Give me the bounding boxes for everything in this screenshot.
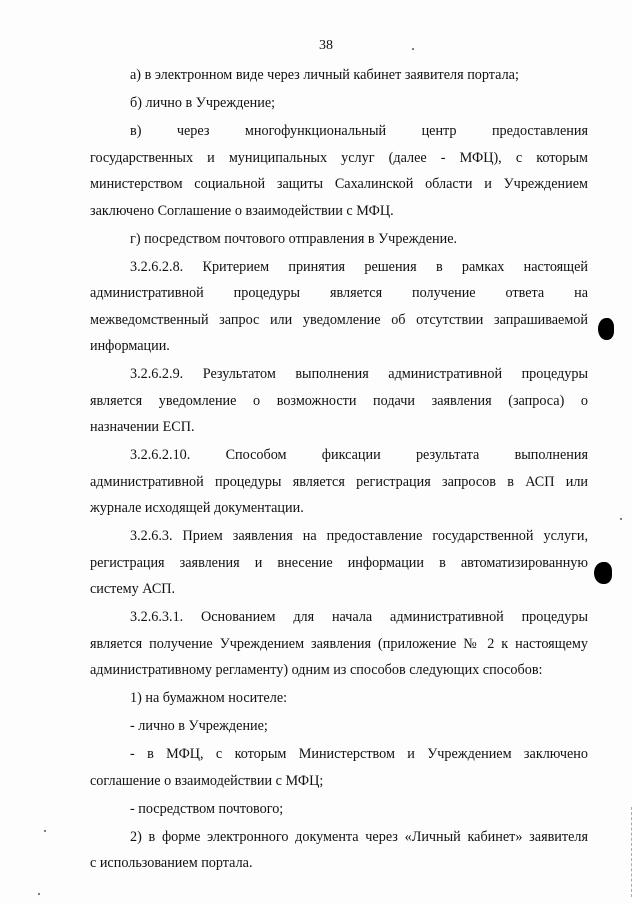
- scan-speck: [44, 830, 46, 832]
- paragraph-line: 3.2.6.3. Прием заявления на предоставление государственной услуги,: [130, 528, 588, 544]
- scan-speck: [38, 893, 40, 895]
- paragraph-by-mail: - посредством почтового;: [130, 800, 284, 817]
- paragraph-3-2-6-2-10: [90, 442, 588, 522]
- paragraph-3-2-6-2-8: [90, 254, 588, 360]
- paragraph-line: информации.: [90, 338, 170, 354]
- paragraph-line: регистрация заявления и внесение информации в автоматизированную: [90, 554, 588, 571]
- paragraph-line: административной процедуры является получение ответа на: [90, 285, 588, 301]
- document-body: [90, 62, 588, 877]
- paragraph-line: межведомственный запрос или уведомление об отсутствии запрашиваемой: [90, 311, 588, 328]
- paragraph-line: является уведомление о возможности подачи заявления (запроса) о: [90, 392, 588, 409]
- paragraph-line: 2) в форме электронного документа через «Личный кабинет» заявителя: [130, 828, 588, 845]
- punch-hole-mark: [594, 562, 612, 584]
- paragraph-line: 3.2.6.3.1. Основанием для начала административной процедуры: [130, 609, 588, 625]
- punch-hole-mark: [598, 318, 614, 340]
- paragraph-via-mfc: [90, 741, 588, 794]
- paragraph-line: в) через многофункциональный центр предоставления: [130, 123, 588, 139]
- scan-speck: [412, 48, 414, 50]
- paragraph-line: журнале исходящей документации.: [90, 500, 304, 516]
- paragraph-line: административному регламенту) одним из способов следующих способов:: [90, 662, 543, 678]
- paragraph-line: соглашение о взаимодействии с МФЦ;: [90, 772, 324, 789]
- paragraph-paper-medium: 1) на бумажном носителе:: [130, 690, 288, 706]
- paragraph-line: 3.2.6.2.9. Результатом выполнения административной процедуры: [130, 366, 588, 382]
- paragraph-line: 3.2.6.2.10. Способом фиксации результата выполнения: [130, 447, 588, 463]
- paragraph-g: г) посредством почтового отправления в Учреждение.: [130, 230, 458, 247]
- paragraph-line: систему АСП.: [90, 581, 176, 597]
- paragraph-b: б) лично в Учреждение;: [130, 95, 276, 111]
- paragraph-line: является получение Учреждением заявления (приложение № 2 к настоящему: [90, 635, 588, 652]
- paragraph-electronic: [90, 824, 588, 877]
- paragraph-v: [90, 118, 588, 224]
- page-number: 38: [319, 38, 333, 53]
- paragraph-a: а) в электронном виде через личный кабинет заявителя портала;: [130, 67, 519, 83]
- paragraph-3-2-6-2-9: [90, 361, 588, 441]
- paragraph-line: 3.2.6.2.8. Критерием принятия решения в рамках настоящей: [130, 258, 588, 275]
- paragraph-line: заключено Соглашение о взаимодействии с МФЦ.: [90, 202, 394, 219]
- paragraph-line: - в МФЦ, с которым Министерством и Учреждением заключено: [130, 746, 588, 762]
- paragraph-line: с использованием портала.: [90, 855, 253, 871]
- paragraph-in-person: - лично в Учреждение;: [130, 718, 268, 734]
- paragraph-3-2-6-3-1: [90, 604, 588, 684]
- paragraph-3-2-6-3: [90, 523, 588, 603]
- scan-speck: [620, 518, 622, 520]
- paragraph-line: министерством социальной защиты Сахалинской области и Учреждением: [90, 176, 588, 192]
- paragraph-line: государственных и муниципальных услуг (далее - МФЦ), с которым: [90, 149, 588, 166]
- paragraph-line: административной процедуры является регистрация запросов в АСП или: [90, 473, 588, 490]
- paragraph-line: назначении ЕСП.: [90, 419, 195, 435]
- scan-edge: [625, 807, 632, 897]
